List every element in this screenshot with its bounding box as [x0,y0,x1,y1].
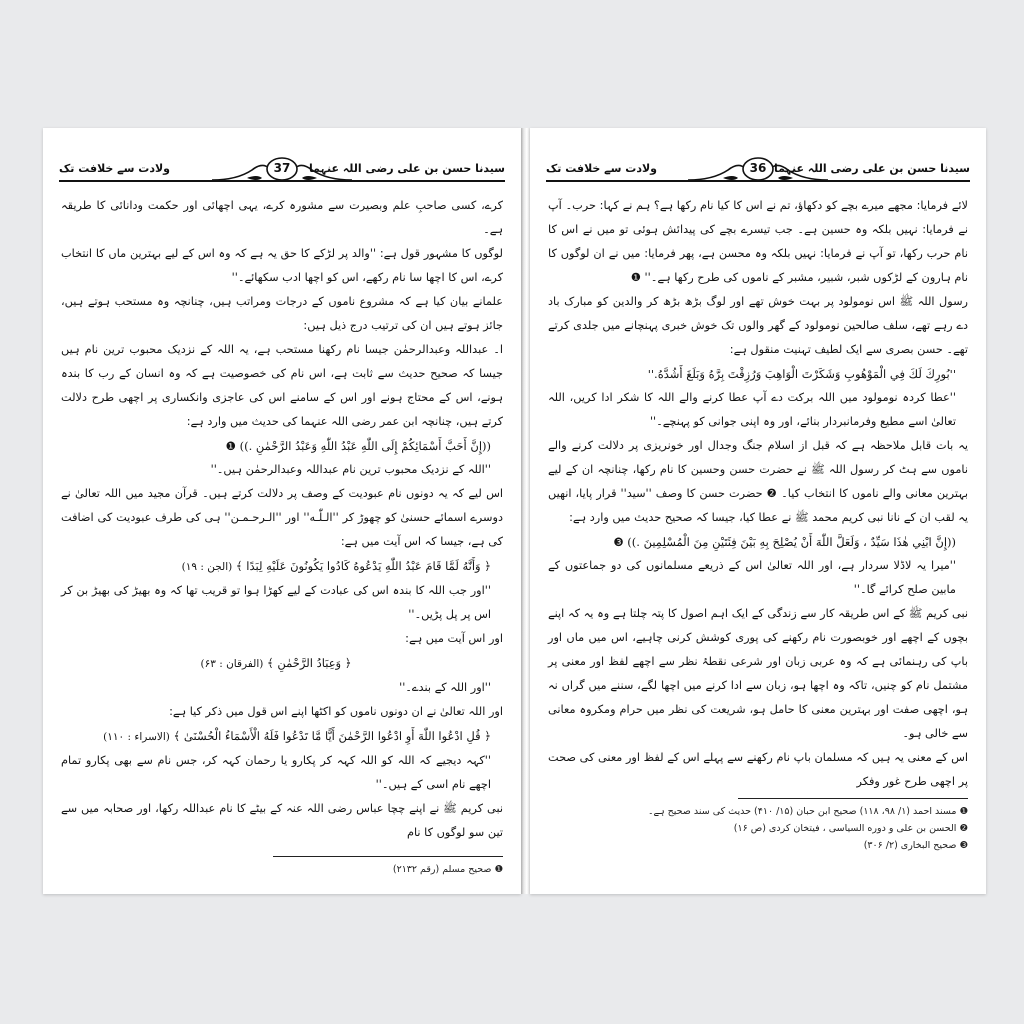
verse-text: ﴿ وَأَنَّهُ لَمَّا قَامَ عَبْدُ اللّٰهِ يَدْعُوهُ كَادُوا يَكُونُونَ عَلَيْهِ لِبَدًا ﴾ [235,559,491,573]
verse-reference: (الجن : ۱۹) [181,561,233,573]
footnote: ❶ صحيح مسلم (رقم ۲۱۳۲) [392,864,503,875]
paragraph: کرے، کسی صاحبِ علم وبصیرت سے مشورہ کرے، یہی اچھائی اور حکمت ودانائی کا طریقہ ہے۔ [61,199,503,236]
paragraph: اس لیے کہ یہ دونوں نام عبودیت کے وصف پر دلالت کرتے ہیں۔ قرآن مجید میں اللہ تعالیٰ نے دوسرے اسمائے حسنیٰ کو چھوڑ کر ''الـلّٰـه'' اور ''الـرحـمـن'' ہی کی طرف عبودیت کی اضافت کی ہے، جیسا کہ اس آیت میں ہے: [61,487,503,548]
paragraph: نبی کریم ﷺ کے اس طریقہ کار سے زندگی کے ایک اہم اصول کا پتہ چلتا ہے وہ یہ کہ اپنے بچوں کے اچھے اور خوبصورت نام رکھنے کی پوری کوشش کرنی چاہیے، اس میں ماں اور باپ کی رہنمائی ہے کہ وہ عربی زبان اور شرعی نقطۂ نظر سے اچھے لفظ اور معنی پر مشتمل نام کو چنیں، تاکہ وہ اچھا ہو، زبان سے ادا کرنے میں اچھا لگے، سننے میں گراں نہ ہو، اچھی صفت اور بہترین معنی کا حامل ہو، شریعت کی نظر میں حرام ومکروہ معانی سے خالی ہو۔ [548,607,968,740]
footnotes [548,798,968,854]
footnotes [61,856,503,878]
footnote-rule [273,856,503,857]
page-number: 36 [749,161,767,175]
hadith-arabic: ((إِنَّ أَحَبَّ أَسْمَائِكُمْ إِلَى اللّٰهِ عَبْدُ اللّٰهِ وَعَبْدُ الرَّحْمٰنِ .)) ❶ [225,439,491,453]
hadith-arabic: ((إِنَّ ابْنِي هٰذَا سَيِّدٌ ، وَلَعَلَّ اللّٰهَ أَنْ يُصْلِحَ بِهِ بَيْنَ فِئَتَيْنِ مِنَ الْمُسْلِمِينَ .)) ❸ [613,535,956,549]
footnote: ❶ مسند احمد (۱/ ۹۸، ۱۱۸) صحيح ابن حبان (۱۵/ ۴۱۰) حدیث کی سند صحیح ہے۔ [647,806,968,817]
running-header [546,156,970,186]
tahniat-arabic: ''بُورِكَ لَكَ فِي الْمَوْهُوبِ وَشَكَرْتَ الْوَاهِبَ وَرُزِقْتَ بِرَّهُ وَبَلَغَ أَشُدَّهُ.'' [647,367,956,381]
verse-translation: ''اور جب اللہ کا بندہ اس کی عبادت کے لیے کھڑا ہوا تو قریب تھا کہ وہ بھیڑ کی بھیڑ بن کر اس پر پل پڑیں۔'' [61,584,491,621]
page-body [548,194,968,794]
chapter-title: ولادت سے خلافت تک [59,162,170,175]
verse-reference: (الاسراء : ۱۱۰) [103,731,170,743]
paragraph: ا۔ عبداللہ وعبدالرحمٰن جیسا نام رکھنا مستحب ہے، یہ اللہ کے نزدیک محبوب ترین نام ہیں جیسا کہ صحیح حدیث سے ثابت ہے، اس نام کی خصوصیت ہے کہ وہ انسان کے رب کا بندہ ہونے، اس کے محتاج ہونے اور اس کے سامنے اس کی عاجزی وانکساری پر اچھی طرح دلالت کرتے ہیں، چنانچہ ابن عمر رضی اللہ عنہما کی حدیث میں وارد ہے: [61,343,503,428]
hadith-translation: ''میرا یہ لاڈلا سردار ہے، اور اللہ تعالیٰ اس کے ذریعے مسلمانوں کی دو جماعتوں کے مابین صلح کرائے گا۔'' [548,559,956,596]
running-header [59,156,505,186]
quran-verse [61,651,503,676]
quran-verse [61,554,503,579]
footnote-rule [738,798,968,799]
verse-translation: ''کہہ دیجیے کہ اللہ کو اللہ کہہ کر پکارو یا رحمان کہہ کر، جس نام سے بھی پکارو تمام اچھے نام اسی کے ہیں۔'' [61,754,491,791]
tahniat-translation: ''عطا کردہ نومولود میں اللہ برکت دے آپ عطا کرنے والے اللہ کا شکر ادا کریں، اللہ تعالیٰ اسے مطیع وفرمانبردار بنائے، اور وہ اپنی جوانی کو پہنچے۔'' [548,391,956,428]
page-36 [530,128,986,894]
paragraph: لائے فرمایا: مجھے میرے بچے کو دکھاؤ، تم نے اس کا کیا نام رکھا ہے؟ ہم نے کہا: حرب۔ آپ نے فرمایا: نہیں بلکہ وہ حسین ہے۔ جب تیسرے بچے کی پیدائش ہوئی تو میں نے اس کا نام حرب رکھا، تو آپ نے فرمایا: نہیں بلکہ وہ محسن ہے، پھر فرمایا: میں نے ان لوگوں کا نام ہارون کے لڑکوں شبر، شبیر، مشبر کے ناموں کی طرح رکھا ہے۔'' ❶ [548,199,968,284]
paragraph: اور اللہ تعالیٰ نے ان دونوں ناموں کو اکٹھا اپنے اس قول میں ذکر کیا ہے: [169,705,503,718]
paragraph: اس کے معنی یہ ہیں کہ مسلمان باپ نام رکھنے سے پہلے اس کے لفظ اور معنی کی صحت پر اچھی طرح غور وفکر [548,751,968,788]
verse-translation: ''اور اللہ کے بندے۔'' [399,681,491,694]
footnote: ❷ الحسن بن علی و دوره السياسی ، فيتخان كردی (ص ۱۶) [733,823,968,834]
paragraph: علمانے بیان کیا ہے کہ مشروع ناموں کے درجات ومراتب ہیں، چنانچہ وہ مستحب ہوتے ہیں، جائز ہوتے ہیں ان کی ترتیب درج ذیل ہیں: [61,295,503,332]
hadith-translation: ''اللہ کے نزدیک محبوب ترین نام عبداللہ وعبدالرحمٰن ہیں۔'' [210,463,491,476]
paragraph: لوگوں کا مشہور قول ہے: ''والد پر لڑکے کا حق یہ ہے کہ وہ اس کے لیے بہترین ماں کا انتخاب کرے، اس کا اچھا سا نام رکھے، اس کو اچھا ادب سکھائے۔'' [61,247,503,284]
page-37 [43,128,521,894]
book-title: سیدنا حسن بن علی رضی اللہ عنہما [309,162,505,175]
verse-text: ﴿ وَعِبَادُ الرَّحْمٰنِ ﴾ [267,656,352,670]
paragraph: نبی کریم ﷺ نے اپنے چچا عباس رضی اللہ عنہ کے بیٹے کا نام عبداللہ رکھا، اور صحابہ میں سے تین سو لوگوں کا نام [61,802,503,839]
verse-reference: (الفرقان : ۶۳) [200,658,264,670]
page-number: 37 [273,161,291,175]
header-rule [59,180,505,182]
paragraph: یہ بات قابل ملاحظہ ہے کہ قبل از اسلام جنگ وجدال اور خونریزی پر دلالت کرنے والے ناموں سے ہٹ کر رسول اللہ ﷺ نے حضرت حسن وحسین کا نام رکھا، چنانچہ ان کے لیے بہترین معانی والے ناموں کا انتخاب کیا۔ ❷ حضرت حسن کا وصف ''سید'' قرار پایا، انھیں یہ لقب ان کے نانا نبی کریم محمد ﷺ نے عطا کیا، جیسا کہ صحیح حدیث میں وارد ہے: [548,439,968,524]
book-title: سیدنا حسن بن علی رضی اللہ عنہما [774,162,970,175]
paragraph: اور اس آیت میں ہے: [405,632,503,645]
paragraph: رسول اللہ ﷺ اس نومولود پر بہت خوش تھے اور لوگ بڑھ بڑھ کر والدین کو مبارک باد دے رہے تھے، سلف صالحین نومولود کے گھر والوں تک خوش خبری پہنچانے میں جلدی کرتے تھے۔ حسن بصری سے ایک لطیف تہنیت منقول ہے: [548,295,968,356]
verse-text: ﴿ قُلِ ادْعُوا اللّٰهَ أَوِ ادْعُوا الرَّحْمٰنَ أَيًّا مَّا تَدْعُوا فَلَهُ الْأَسْمَاءُ الْحُسْنَىٰ ﴾ [173,729,491,743]
footnote: ❸ صحيح البخاری (۲/ ۳۰۶) [863,840,968,851]
header-rule [546,180,970,182]
quran-verse [61,724,503,749]
page-body [61,194,503,845]
chapter-title: ولادت سے خلافت تک [546,162,657,175]
